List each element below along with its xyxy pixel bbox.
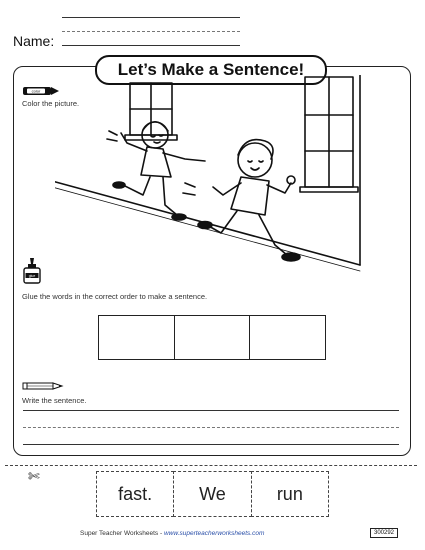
word-tile[interactable]: fast. — [96, 471, 174, 517]
answer-boxes — [98, 315, 326, 360]
word-tile[interactable]: We — [173, 471, 251, 517]
footer-url[interactable]: www.superteacherworksheets.com — [163, 530, 265, 537]
cut-line — [5, 465, 417, 466]
answer-box[interactable] — [250, 316, 325, 359]
worksheet-code: 300292 — [370, 528, 398, 538]
answer-box[interactable] — [99, 316, 175, 359]
glue-label: glue — [28, 274, 36, 278]
glue-instruction: Glue the words in the correct order to make a sentence. — [22, 292, 208, 301]
word-tile[interactable]: run — [251, 471, 329, 517]
name-line[interactable] — [62, 45, 240, 46]
glue-bottle-icon — [22, 258, 42, 284]
word-tiles — [97, 471, 329, 517]
writing-line-bottom[interactable] — [23, 444, 399, 445]
pencil-icon — [22, 381, 64, 391]
name-top-line — [62, 17, 240, 18]
write-instruction: Write the sentence. — [22, 396, 87, 405]
footer-brand: Super Teacher Worksheets - — [80, 530, 164, 537]
color-instruction: Color the picture. — [22, 99, 80, 108]
name-label: Name: — [13, 33, 55, 49]
worksheet-title: Let’s Make a Sentence! — [95, 55, 327, 85]
footer-credit — [80, 530, 264, 537]
scissors-icon: ✄ — [28, 468, 40, 484]
answer-box[interactable] — [175, 316, 251, 359]
writing-line-middle[interactable] — [23, 427, 399, 428]
name-dashed-line — [62, 31, 240, 32]
kids-running-illustration[interactable] — [55, 75, 385, 275]
writing-line-top[interactable] — [23, 410, 399, 411]
crayon-label: color — [31, 88, 41, 94]
